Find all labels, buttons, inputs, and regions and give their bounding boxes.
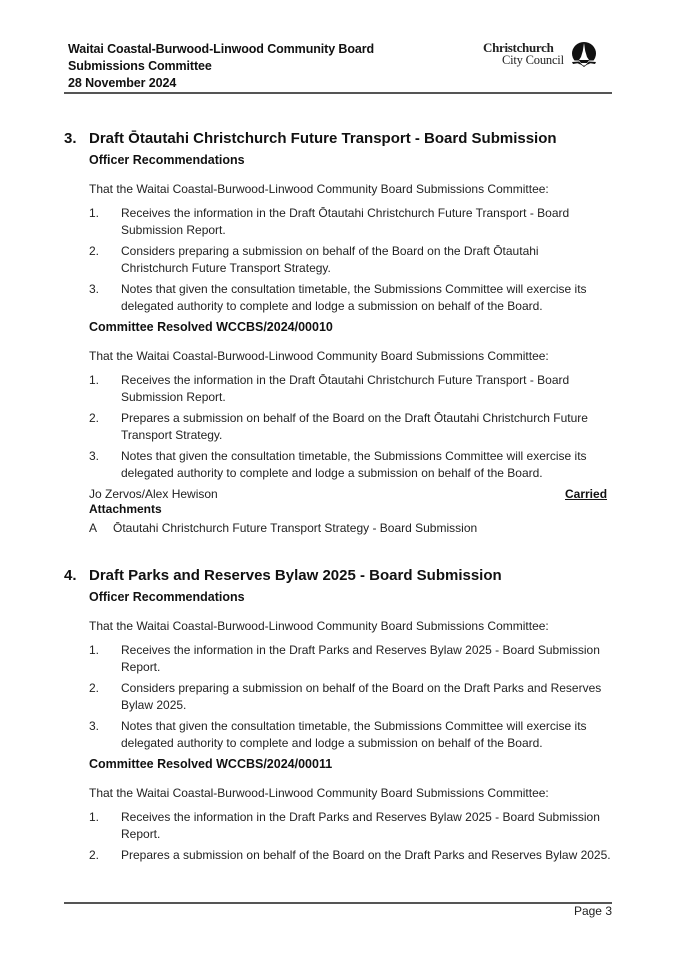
list-number: 2. [89, 681, 100, 695]
list-number: 3. [89, 282, 100, 296]
list-text: Notes that given the consultation timetable, the Submissions Committee will exercise its delegated authority to complete and lodge a submission on behalf of the Board. [121, 719, 587, 750]
officer-recommendations-heading: Officer Recommendations [89, 590, 245, 604]
header-divider [64, 92, 612, 94]
section-number: 3. [64, 130, 77, 147]
list-text: Prepares a submission on behalf of the Board on the Draft Ōtautahi Christchurch Future Transport Strategy. [121, 411, 588, 442]
header-board-name: Waitai Coastal-Burwood-Linwood Community Board [68, 42, 375, 56]
list-text: Notes that given the consultation timetable, the Submissions Committee will exercise its delegated authority to complete and lodge a submission on behalf of the Board. [121, 282, 587, 313]
resolved-intro: That the Waitai Coastal-Burwood-Linwood Community Board Submissions Committee: [89, 349, 549, 363]
footer-divider [64, 902, 612, 904]
cathedral-emblem-icon [569, 41, 599, 67]
attachment-title: Ōtautahi Christchurch Future Transport Strategy - Board Submission [113, 521, 478, 535]
list-number: 2. [89, 411, 100, 425]
list-number: 1. [89, 643, 100, 657]
officer-intro: That the Waitai Coastal-Burwood-Linwood Community Board Submissions Committee: [89, 619, 549, 633]
committee-resolved-heading: Committee Resolved WCCBS/2024/00011 [89, 757, 333, 771]
section-heading: Draft Parks and Reserves Bylaw 2025 - Board Submission [89, 567, 502, 584]
attachments-heading: Attachments [89, 502, 162, 516]
logo-text-line2: City Council [502, 53, 564, 67]
list-text: Receives the information in the Draft Ōtautahi Christchurch Future Transport - Board Submission Report. [121, 206, 570, 237]
movers: Jo Zervos/Alex Hewison [89, 487, 218, 501]
list-number: 2. [89, 244, 100, 258]
committee-resolved-heading: Committee Resolved WCCBS/2024/00010 [89, 320, 333, 334]
attachment-letter: A [89, 521, 98, 535]
list-text: Receives the information in the Draft Ōtautahi Christchurch Future Transport - Board Submission Report. [121, 373, 570, 404]
section-heading: Draft Ōtautahi Christchurch Future Transport - Board Submission [89, 130, 557, 147]
officer-recommendations-heading: Officer Recommendations [89, 153, 245, 167]
logo-text-line1: Christchurch [483, 40, 554, 55]
list-number: 1. [89, 373, 100, 387]
list-text: Receives the information in the Draft Parks and Reserves Bylaw 2025 - Board Submission Report. [121, 810, 600, 841]
page-number: Page 3 [573, 904, 612, 918]
list-number: 2. [89, 848, 100, 862]
attachment-link[interactable] [89, 521, 477, 535]
list-text: Notes that given the consultation timetable, the Submissions Committee will exercise its delegated authority to complete and lodge a submission on behalf of the Board. [121, 449, 587, 480]
list-text: Receives the information in the Draft Parks and Reserves Bylaw 2025 - Board Submission Report. [121, 643, 600, 674]
list-number: 3. [89, 449, 100, 463]
list-text: Prepares a submission on behalf of the Board on the Draft Parks and Reserves Bylaw 2025. [121, 848, 611, 862]
council-logo [483, 41, 603, 69]
officer-intro: That the Waitai Coastal-Burwood-Linwood Community Board Submissions Committee: [89, 182, 549, 196]
list-number: 1. [89, 810, 100, 824]
list-number: 3. [89, 719, 100, 733]
resolved-intro: That the Waitai Coastal-Burwood-Linwood Community Board Submissions Committee: [89, 786, 549, 800]
status-badge: Carried [565, 487, 608, 501]
list-text: Considers preparing a submission on behalf of the Board on the Draft Parks and Reserves Bylaw 2025. [121, 681, 602, 712]
header-committee-name: Submissions Committee [68, 59, 212, 73]
section-number: 4. [64, 567, 77, 584]
list-text: Considers preparing a submission on behalf of the Board on the Draft Ōtautahi Christchurch Future Transport Strategy. [121, 244, 539, 275]
header-date: 28 November 2024 [68, 76, 177, 90]
list-number: 1. [89, 206, 100, 220]
